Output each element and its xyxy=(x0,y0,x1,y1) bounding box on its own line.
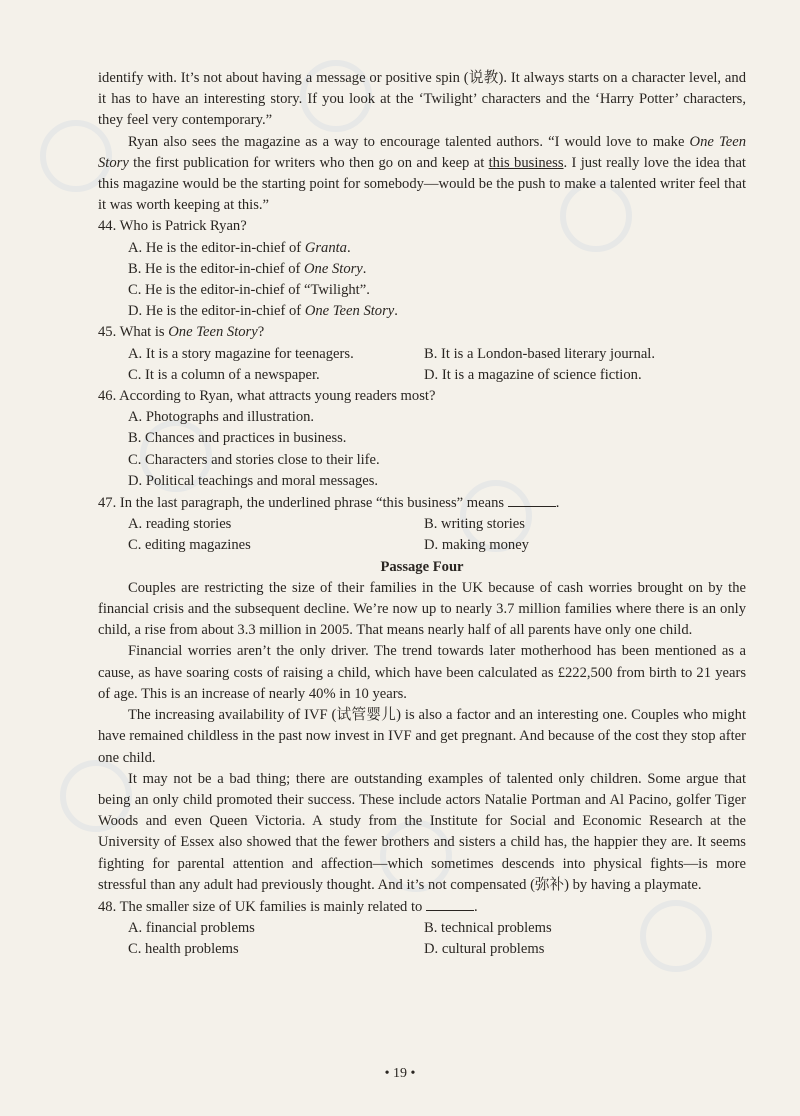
q46-option-c[interactable]: C. Characters and stories close to their life. xyxy=(128,451,380,468)
question-45: 45. What is One Teen Story? xyxy=(98,324,265,341)
q46-option-d[interactable]: D. Political teachings and moral messages. xyxy=(128,472,379,489)
q48-option-a[interactable]: A. financial problems xyxy=(128,920,255,937)
passage4-paragraph-1: Couples are restricting the size of their families in the UK because of cash worries brought on by the financial crisis and the subsequent decline. We’re now up to nearly 3.7 million families where there is an only child, a rise from about 3.3 million in 2005. That means nearly half of all parents have only one child. xyxy=(98,579,746,639)
passage3-paragraph-1: identify with. It’s not about having a message or positive spin (说教). It always starts on a character level, and it has to have an interesting story. If you look at the ‘Twilight’ characters and the ‘Harry Potter’ characters, they feel very contemporary.” xyxy=(98,70,746,129)
q47-option-c[interactable]: C. editing magazines xyxy=(128,537,251,554)
page-number: • 19 • xyxy=(384,1066,416,1081)
q44-option-c[interactable]: C. He is the editor-in-chief of “Twilight”. xyxy=(128,282,370,299)
underlined-phrase: this business xyxy=(488,154,564,171)
q44-option-b[interactable]: B. He is the editor-in-chief of One Story. xyxy=(128,260,367,277)
q45-option-a[interactable]: A. It is a story magazine for teenagers. xyxy=(128,345,354,362)
q44-option-a[interactable]: A. He is the editor-in-chief of Granta. xyxy=(128,239,351,256)
q45-option-c[interactable]: C. It is a column of a newspaper. xyxy=(128,366,320,383)
question-48: 48. The smaller size of UK families is mainly related to . xyxy=(98,896,746,918)
q48-option-c[interactable]: C. health problems xyxy=(128,941,239,958)
q48-option-d[interactable]: D. cultural problems xyxy=(424,941,545,958)
passage4-paragraph-3: The increasing availability of IVF (试管婴儿) is also a factor and an interesting one. Couples who might have remained childless in the past now invest in IVF and get pregnant. And because of the cost they stop after one child. xyxy=(98,707,746,766)
question-47: 47. In the last paragraph, the underlined phrase “this business” means . xyxy=(98,492,746,514)
page-content xyxy=(98,68,746,961)
q46-option-a[interactable]: A. Photographs and illustration. xyxy=(128,409,315,426)
passage-four-title: Passage Four xyxy=(380,558,464,575)
q46-option-b[interactable]: B. Chances and practices in business. xyxy=(128,430,347,447)
q45-option-d[interactable]: D. It is a magazine of science fiction. xyxy=(424,366,642,383)
q48-option-b[interactable]: B. technical problems xyxy=(424,920,552,937)
q47-option-b[interactable]: B. writing stories xyxy=(424,516,525,533)
answer-blank[interactable] xyxy=(426,896,474,911)
passage4-paragraph-2: Financial worries aren’t the only driver. The trend towards later motherhood has been mentioned as a cause, as have soaring costs of raising a child, which have been calculated as £222,500 from birth to 21 years of age. This is an increase of nearly 40% in 10 years. xyxy=(98,643,746,702)
passage4-paragraph-4: It may not be a bad thing; there are outstanding examples of talented only children. Some argue that being an only child promoted their success. These include actors Natalie Portman and Al Pacino, golfer Tiger Woods and even Queen Victoria. A study from the Institute for Social and Economic Research at the University of Essex also showed that the fewer brothers and sisters a child has, the happier they are. It seems fighting for parental attention and affection—which sometimes descends into physical fights—is more stressful than any adult had previously thought. And it’s not compensated (弥补) by having a playmate. xyxy=(98,770,746,893)
q47-option-a[interactable]: A. reading stories xyxy=(128,516,232,533)
passage3-paragraph-2: Ryan also sees the magazine as a way to encourage talented authors. “I would love to make One Teen Story the first publication for writers who then go on and keep at this business. I just really love the idea that this magazine would be the starting point for somebody—would be the push to make a talented writer feel that it was worth keeping at this.” xyxy=(98,133,746,214)
question-46: 46. According to Ryan, what attracts young readers most? xyxy=(98,388,436,405)
q44-option-d[interactable]: D. He is the editor-in-chief of One Teen Story. xyxy=(128,303,398,320)
q47-option-d[interactable]: D. making money xyxy=(424,537,529,554)
question-44: 44. Who is Patrick Ryan? xyxy=(98,218,247,235)
answer-blank[interactable] xyxy=(508,492,556,507)
q45-option-b[interactable]: B. It is a London-based literary journal. xyxy=(424,345,656,362)
